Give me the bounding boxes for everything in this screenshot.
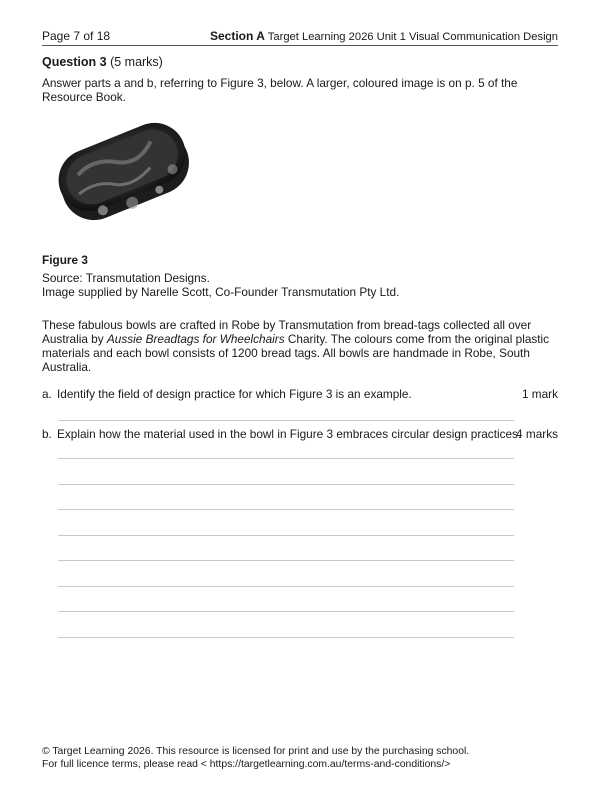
question-intro: Answer parts a and b, referring to Figure 3, below. A larger, coloured image is on p. 5 of the Resource Book. [42, 76, 518, 104]
description-text: Charity. The colours come from the original plastic materials and each bowl consists of 1200 bread tags. All bowls are handmade in Robe, South Australia. [42, 332, 550, 374]
question-number: Question 3 [42, 55, 107, 69]
answer-line-b[interactable] [58, 586, 514, 587]
answer-line-b[interactable] [58, 637, 514, 638]
course-title: Target Learning 2026 Unit 1 Visual Communication Design [264, 31, 558, 43]
part-text: Identify the field of design practice for which Figure 3 is an example. [57, 387, 412, 401]
section-label: Section A [209, 29, 265, 43]
charity-name: Aussie Breadtags for Wheelchairs [106, 332, 285, 346]
question-title [42, 55, 163, 69]
licence-link-text: For full licence terms, please read < https://targetlearning.com.au/terms-and-conditions/> [42, 758, 451, 770]
part-text: Explain how the material used in the bowl in Figure 3 embraces circular design practices. [57, 427, 522, 441]
page-header [42, 29, 558, 46]
description-text: These fabulous bowls are crafted in Robe by Transmutation from bread-tags collected all over Australia by [42, 318, 532, 346]
part-marks: 1 mark [521, 387, 558, 401]
answer-line-b[interactable] [58, 611, 514, 612]
figure-label: Figure 3 [42, 253, 88, 267]
copyright-notice: © Target Learning 2026. This resource is licensed for print and use by the purchasing school. [42, 746, 470, 757]
part-marks: 4 marks [516, 427, 558, 441]
question-marks: (5 marks) [106, 55, 163, 69]
page-number: Page 7 of 18 [42, 29, 111, 43]
section-title [210, 29, 558, 44]
figure-source-line: Source: Transmutation Designs. [42, 271, 210, 285]
answer-line-b[interactable] [58, 535, 514, 536]
page-footer [42, 746, 469, 771]
figure-image-bowl [50, 118, 196, 226]
answer-line-b[interactable] [58, 484, 514, 485]
answer-line-b[interactable] [58, 458, 514, 459]
answer-line-b[interactable] [58, 509, 514, 510]
figure-source [42, 271, 399, 299]
figure-credit-line: Image supplied by Narelle Scott, Co-Founder Transmutation Pty Ltd. [42, 285, 400, 299]
description-paragraph [42, 318, 562, 374]
answer-line-a[interactable] [58, 420, 514, 421]
part-letter: a. [42, 387, 52, 401]
part-letter: b. [42, 427, 52, 441]
answer-line-b[interactable] [58, 560, 514, 561]
